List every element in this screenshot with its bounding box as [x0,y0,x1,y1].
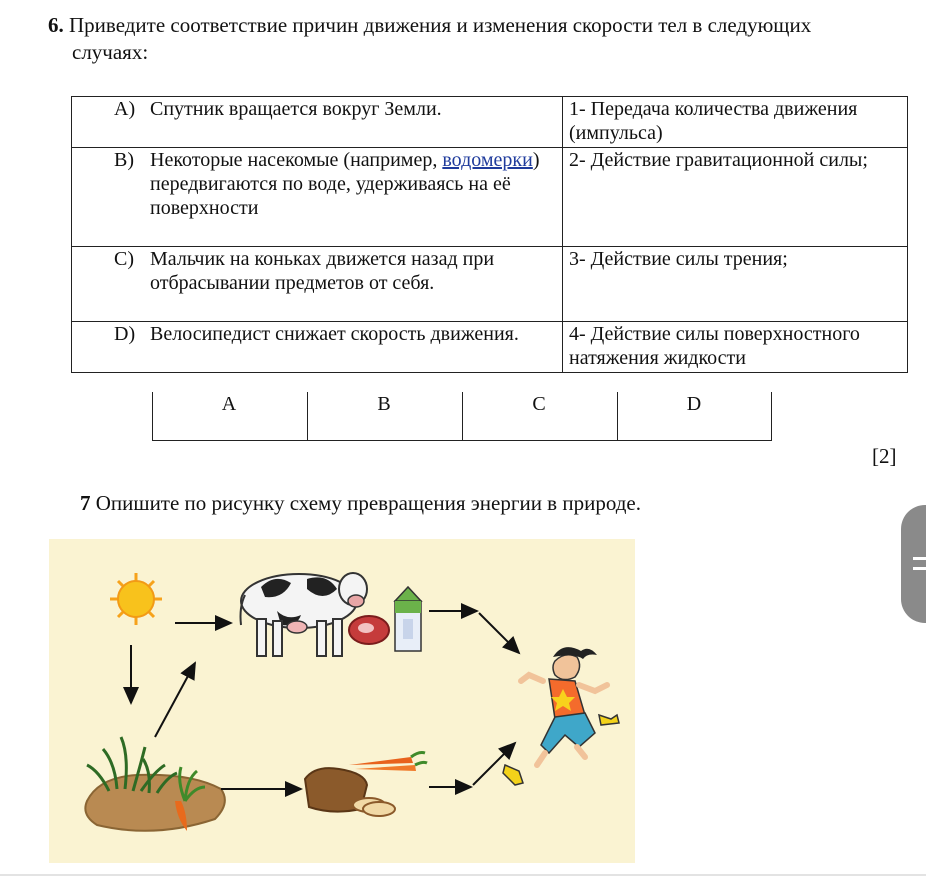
cause-cell-d [72,322,563,373]
reason-cell-1: 1- Передача количества движения (импульса) [563,97,908,148]
letter-c: C) [114,248,134,270]
energy-chain-picture [49,539,635,863]
meat-icon [349,616,389,644]
reason-cell-4: 4- Действие силы поверхностного натяжения жидкости [563,322,908,373]
bread-icon [305,753,427,817]
answer-header-b: B [377,393,391,415]
side-panel-tab[interactable] [901,505,926,623]
grid-line [771,392,772,440]
question-7-number: 7 [80,491,91,515]
cause-text-b [150,148,556,220]
cause-cell-b [72,148,563,247]
question-7-text: Опишите по рисунку схему превращения энергии в природе. [90,491,641,515]
table-row [72,148,908,247]
divider [0,874,926,876]
letter-a: A) [114,98,136,120]
milk-carton-icon [395,587,421,651]
question-6-text-line2: случаях: [72,40,149,64]
question-6-text-line1: Приведите соответствие причин движения и изменения скорости тел в следующих [69,13,812,37]
cause-text-b-post: ) передвигаются по воде, удерживаясь на её поверхности [150,149,540,219]
running-girl-icon [503,647,619,785]
answer-header-c: C [532,393,546,415]
letter-d: D) [114,323,136,345]
menu-icon [913,567,926,570]
cause-cell-c [72,247,563,322]
cause-text-b-pre: Некоторые насекомые (например, [150,149,443,171]
table-row [72,247,908,322]
menu-icon [913,557,926,560]
answer-header-a: A [221,393,237,415]
cause-text-c: Мальчик на коньках движется назад при отбрасывании предметов от себя. [150,248,495,294]
table-row [72,97,908,148]
energy-chain-illustration [49,539,635,863]
cause-text-a: Спутник вращается вокруг Земли. [150,98,442,120]
plants-icon [85,737,224,831]
question-6-number: 6. [48,13,64,37]
reason-cell-2: 2- Действие гравитационной силы; [563,148,908,247]
water-strider-link[interactable]: водомерки [442,149,533,171]
cause-cell-a [72,97,563,148]
table-row [72,322,908,373]
question-7-title [80,491,641,516]
question-6-title [48,12,888,66]
matching-table [71,96,908,373]
reason-cell-3: 3- Действие силы трения; [563,247,908,322]
score-label: [2] [872,444,897,468]
answer-grid [152,392,772,440]
grid-line [152,440,772,441]
sun-icon [110,573,162,625]
cause-text-d: Велосипедист снижает скорость движения. [150,323,519,345]
letter-b: B) [114,149,134,171]
cow-icon [241,573,368,656]
answer-header-d: D [686,393,702,415]
